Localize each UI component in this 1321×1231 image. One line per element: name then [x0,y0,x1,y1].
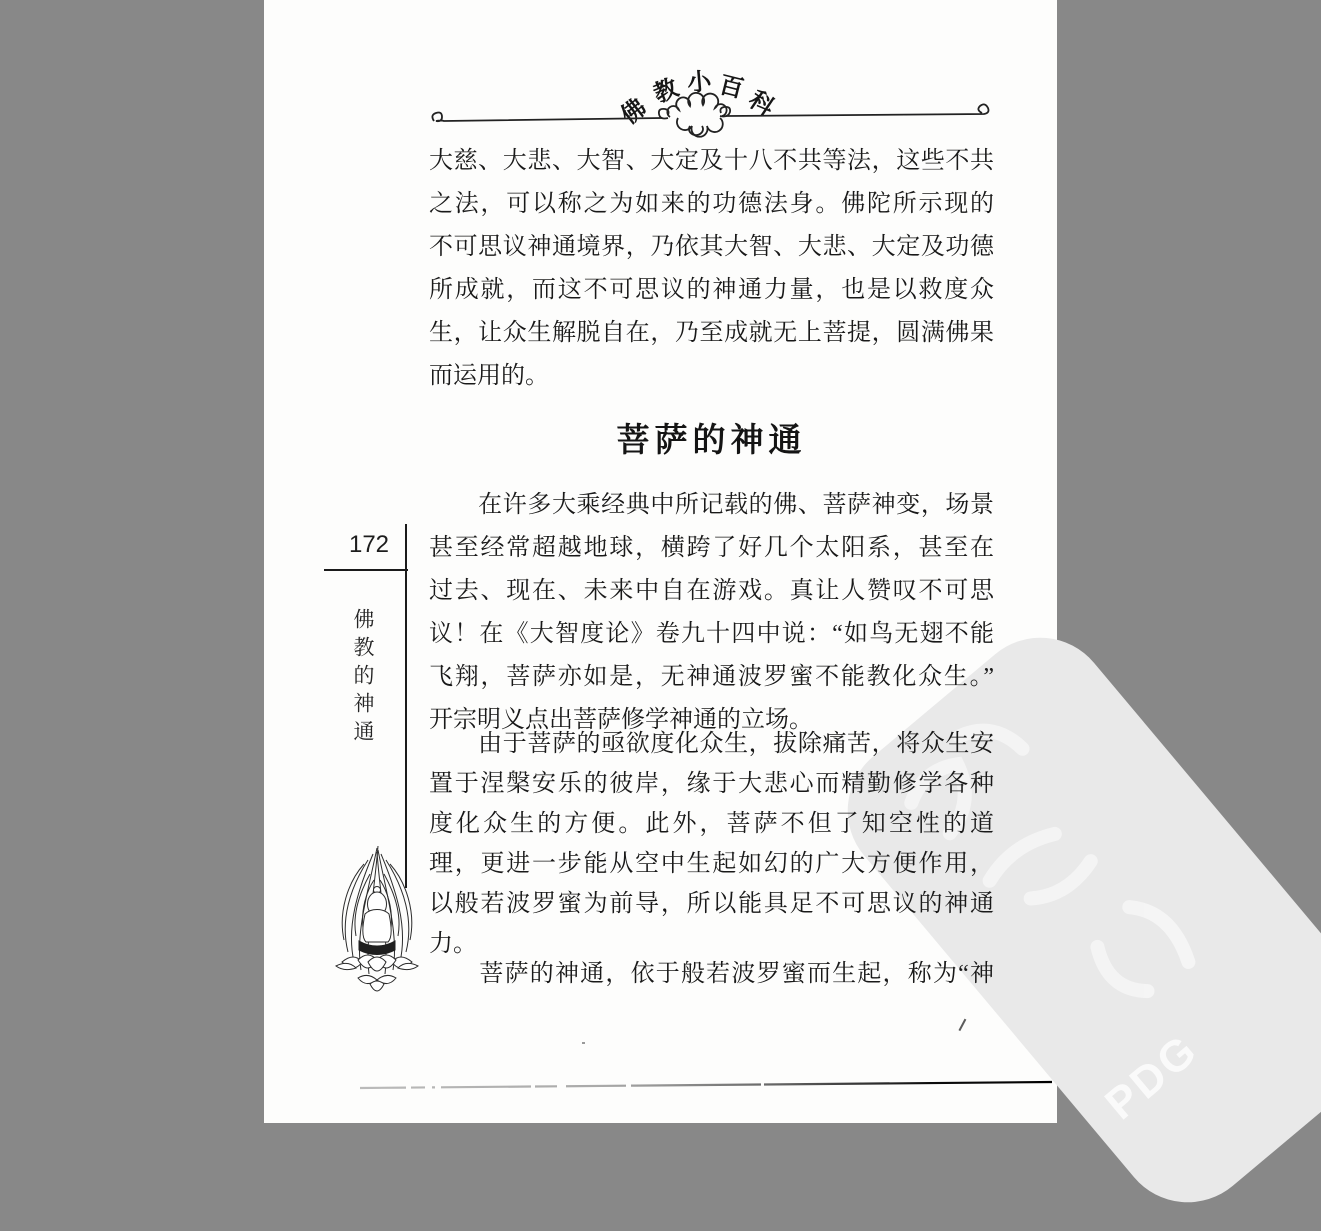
text-line: 菩萨的神通，依于般若波罗蜜而生起，称为“神 [429,961,994,987]
watermark-pdg-label: PDG [1096,1024,1208,1130]
book-title-vertical: 佛教的神通 [351,608,375,748]
ink-speck [582,1042,585,1044]
book-page-scan [264,0,1208,1130]
bottom-rule [354,1078,1056,1092]
text-line: 不可思议神通境界，乃依其大智、大悲、大定及功德 [429,234,994,260]
text-line: 过去、现在、未来中自在游戏。真让人赞叹不可思 [429,578,994,604]
text-line: 议！在《大智度论》卷九十四中说：“如鸟无翅不能 [429,621,994,647]
text-line: 生，让众生解脱自在，乃至成就无上菩提，圆满佛果 [429,320,994,346]
series-title-char: 教 [650,75,683,109]
paragraph [429,724,994,964]
page-number: 172 [348,531,390,558]
page-number-rule [324,569,408,571]
text-line: 置于涅槃安乐的彼岸，缘于大悲心而精勤修学各种 [429,771,994,797]
sidebar-vertical-rule [405,524,407,888]
section-heading: 菩萨的神通 [616,421,807,458]
text-line: 所成就，而这不可思议的神通力量，也是以救度众 [429,277,994,303]
ink-speck [958,1019,972,1035]
text-line: 度化众生的方便。此外，菩萨不但了知空性的道 [429,811,994,837]
text-line: 在许多大乘经典中所记载的佛、菩萨神变，场景 [429,492,994,518]
text-line: 开宗明义点出菩萨修学神通的立场。 [429,707,813,733]
series-title-char: 佛 [616,94,652,130]
paragraph [429,954,994,994]
series-title-char: 小 [686,68,713,97]
text-line: 飞翔，菩萨亦如是，无神通波罗蜜不能教化众生。” [429,664,994,690]
series-title-char: 科 [743,86,779,122]
buddha-illustration [328,840,426,1002]
text-line: 甚至经常超越地球，横跨了好几个太阳系，甚至在 [429,535,994,561]
text-line: 而运用的。 [429,363,549,389]
text-line: 理，更进一步能从空中生起如幻的广大方便作用， [429,851,994,877]
paragraph [429,140,994,398]
text-line: 力。 [429,931,477,957]
text-line: 由于菩萨的亟欲度化众生，拔除痛苦，将众生安 [429,731,994,757]
text-line: 以般若波罗蜜为前导，所以能具足不可思议的神通 [429,891,994,917]
text-line: 之法，可以称之为如来的功德法身。佛陀所示现的 [429,191,994,217]
series-title-char: 百 [716,72,746,104]
paragraph [429,484,994,742]
text-line: 大慈、大悲、大智、大定及十八不共等法，这些不共 [429,148,994,174]
